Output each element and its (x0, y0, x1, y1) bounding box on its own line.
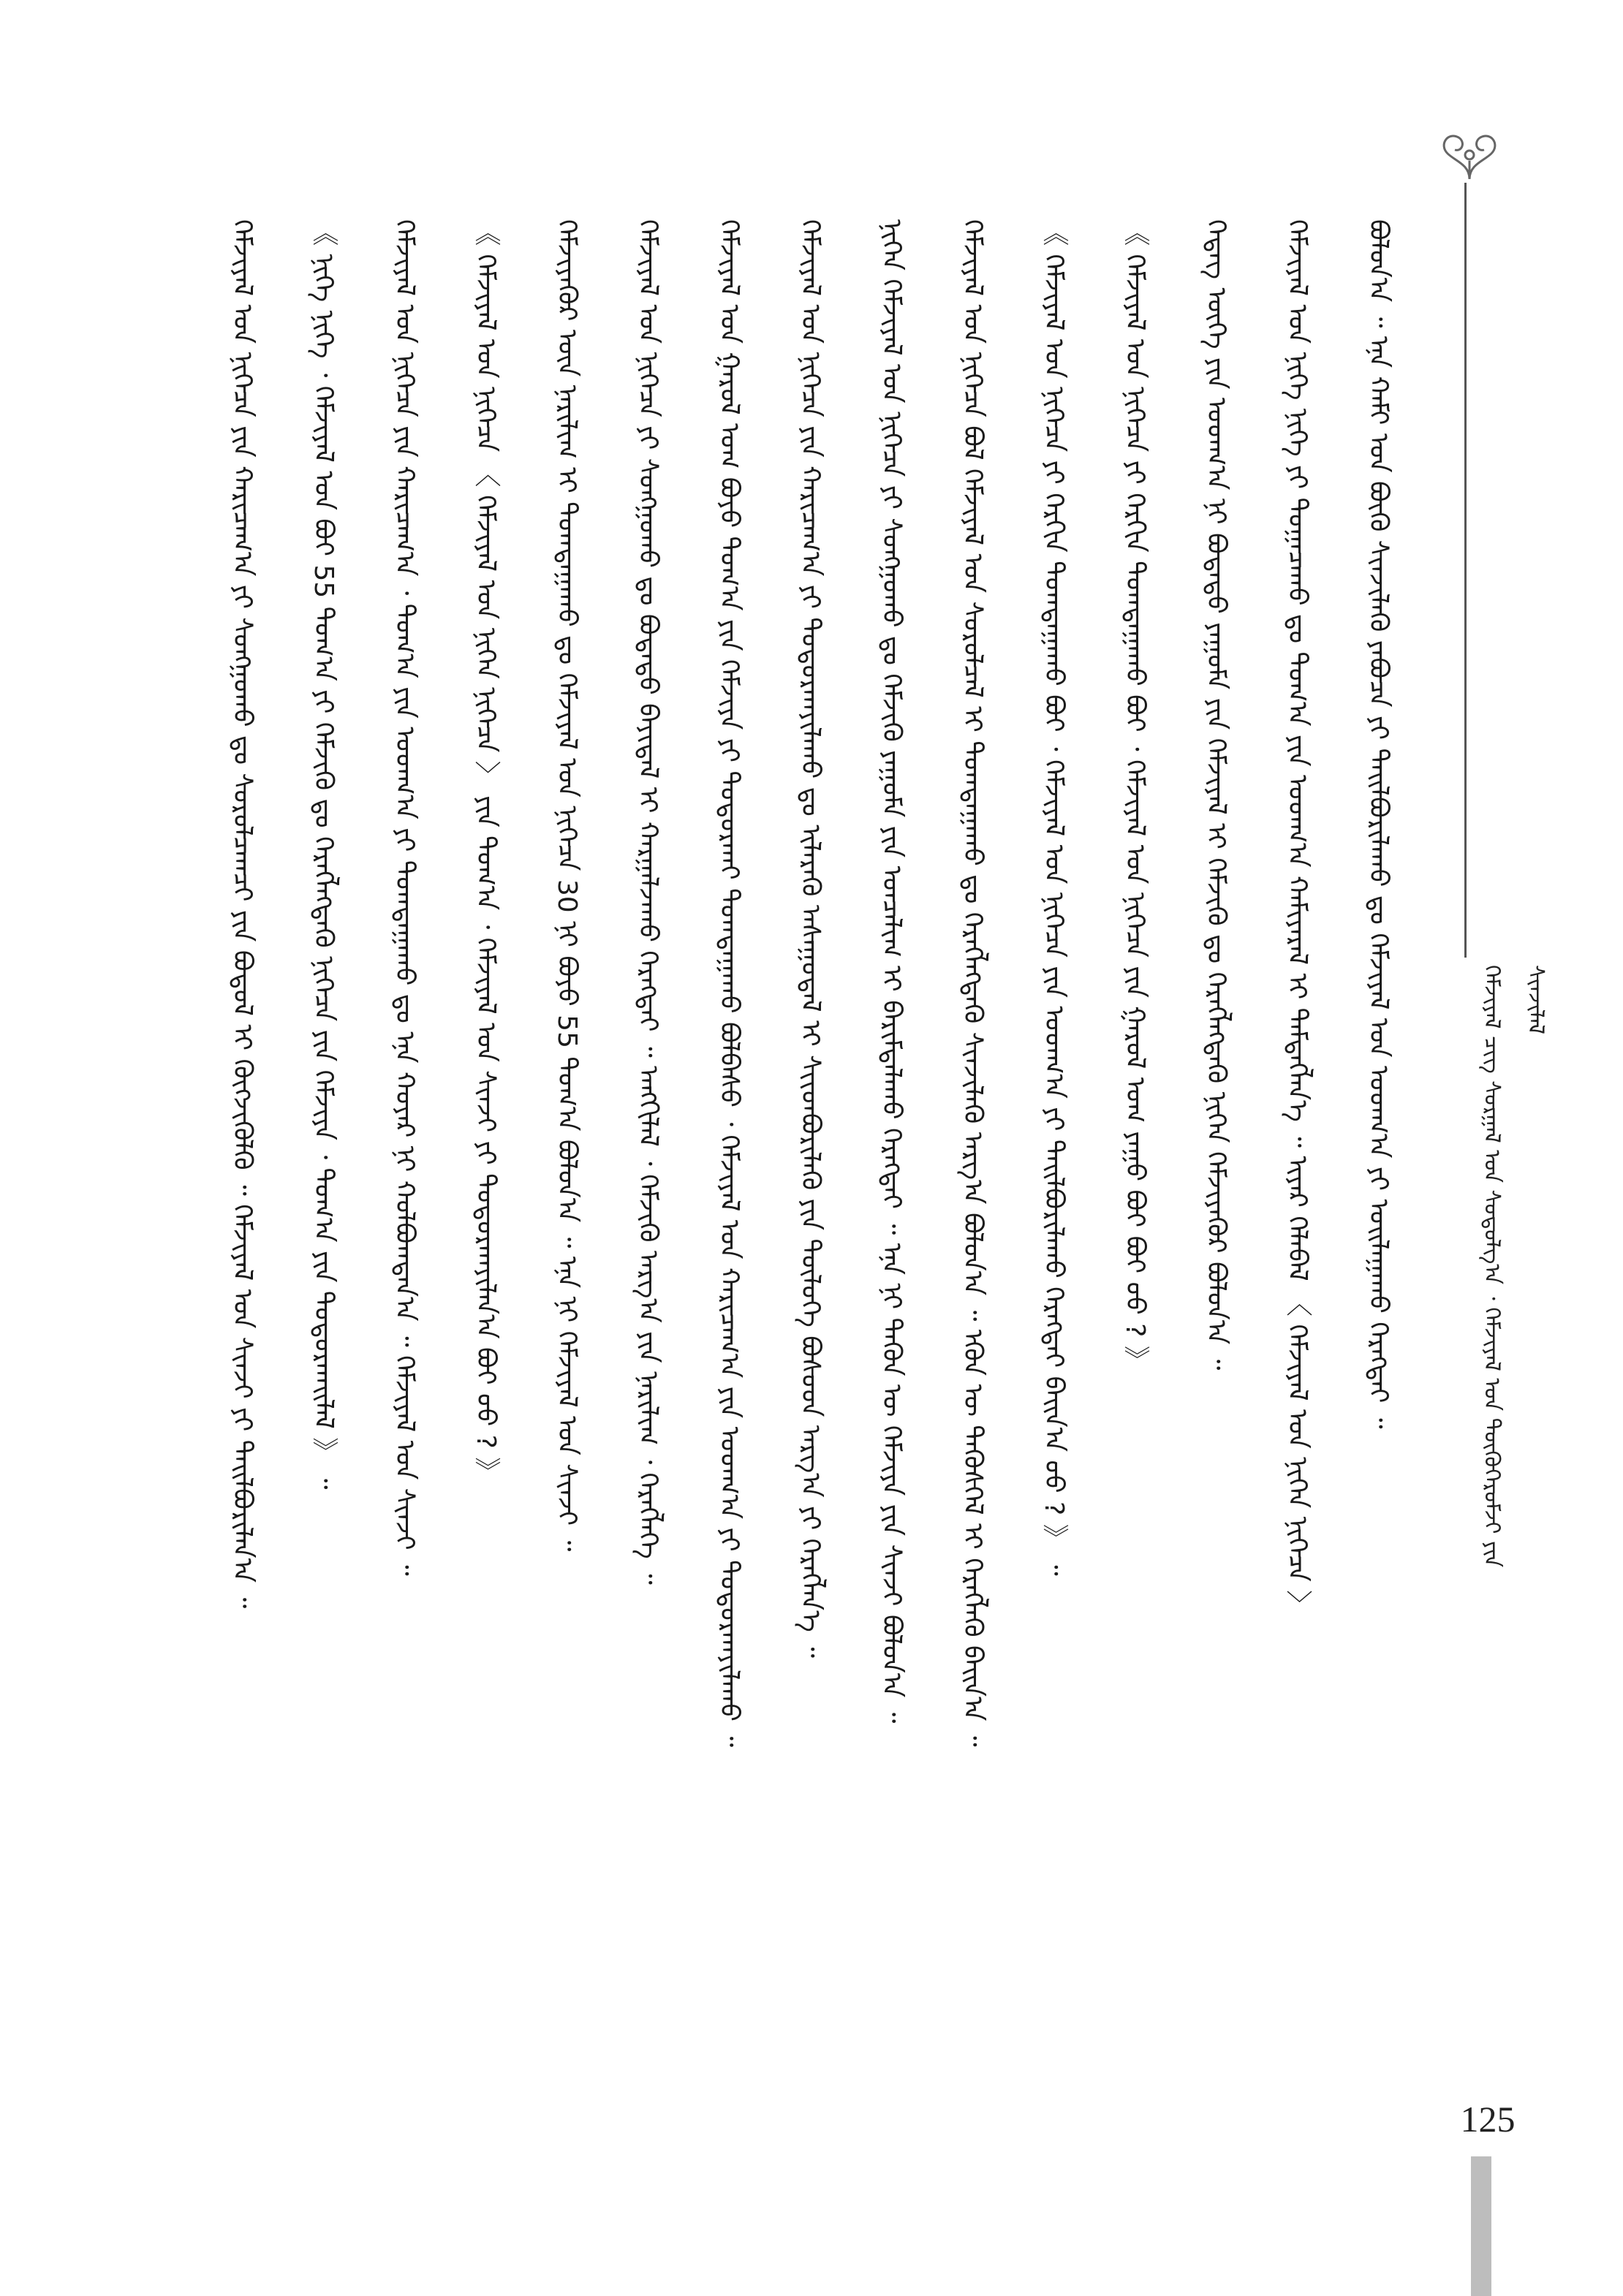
header-ornament-icon (1426, 124, 1513, 183)
text-column: ᠬᠡᠮᠵᠢᠶᠡᠯ ᠤᠨ ᠭᠠᠷᠤᠯ ᠤᠭ ᠪᠤᠶᠤ ᠲᠣᠭ᠎ᠠ ᠶᠢᠨ ᠬᠡᠮᠵᠢᠶᠡ ᠶᠢ ᠲᠣᠳᠣᠷᠬᠠᠢ ᠲᠣᠭᠲᠠᠭᠠᠬᠤ ᠪᠣᠯᠪᠠᠰᠤ ᠂ ᠬᠡᠮᠵᠢᠶᠡᠯ ᠤᠨ ᠬᠠᠷᠢᠴᠠᠭ᠎ᠠ ᠶᠢᠨ ᠤᠳᠬ᠎ᠠ ᠶᠢ ᠲᠣᠳᠣᠷᠬᠠᠶᠢᠯᠠᠬᠤ ᠃ (714, 219, 744, 1748)
text-column: 《 ᠬᠡᠮᠵᠢᠶᠡᠯ ᠤᠨ ᠨᠢᠭᠡᠴᠡ ᠶᠢ ᠬᠡᠷᠬᠢᠨ ᠲᠣᠭᠲᠠᠭᠠᠬᠤ ᠪᠤᠢ ᠂ ᠬᠡᠮᠵᠢᠶᠡᠯ ᠤᠨ ᠨᠢᠭᠡᠴᠡ ᠶᠢᠨ ᠤᠳᠬ᠎ᠠ ᠶᠢ ᠲᠠᠢᠯᠪᠤᠷᠢᠯᠠᠬᠤ ᠬᠡᠷᠡᠭᠲᠡᠢ ᠪᠠᠢᠨ᠎ᠠ ᠤᠤ ? 》 ᠃ (1039, 219, 1069, 1576)
text-column: ᠬᠡᠮᠵᠢᠶᠡᠯ ᠤᠨ ᠨᠢᠭᠡᠴᠡ ᠶᠢᠨ ᠬᠠᠷᠢᠴᠠᠭ᠎ᠠ ᠂ ᠲᠣᠭ᠎ᠠ ᠶᠢᠨ ᠤᠳᠬ᠎ᠠ ᠶᠢ ᠲᠣᠭᠲᠠᠭᠠᠬᠤ ᠳᠤ ᠡᠨᠡ ᠬᠣᠶᠠᠷ ᠨᠢ ᠬᠣᠯᠪᠣᠭᠳᠠᠨ᠎ᠠ ᠃ ᠬᠡᠮᠵᠢᠶᠡᠯ ᠤᠨ ᠰᠢᠨᠵᠢ ᠃ (390, 219, 420, 1576)
text-column: ᠪᠣᠯᠤᠨ᠎ᠠ ᠃ ᠡᠨᠡ ᠬᠠᠮᠢ ᠤᠨ ᠪᠦᠬᠦ ᠰᠢᠨᠵᠢᠯᠡᠬᠦ ᠶᠠᠪᠤᠴᠠ ᠶᠢ ᠲᠠᠢᠯᠪᠤᠷᠢᠯᠠᠬᠤ ᠳᠤ ᠬᠡᠮᠵᠢᠶᠡᠯ ᠤᠨ ᠤᠳᠬ᠎ᠠ ᠶᠢ ᠣᠢᠯᠠᠭᠠᠬᠤ ᠬᠡᠷᠡᠭᠲᠡᠢ ᠃ (1363, 219, 1393, 1429)
text-column: 《 ᠨᠢᠭᠡ ᠨᠢᠭᠡ ᠂ ᠬᠡᠮᠵᠢᠶᠡᠯ ᠤᠨ ᠪᠤᠢ 55 ᠲᠣᠭ᠎ᠠ ᠶᠢ ᠬᠡᠮᠵᠢᠬᠦ ᠳᠤ ᠬᠡᠷᠡᠭᠯᠡᠭᠳᠡᠬᠦ ᠨᠢᠭᠡᠴᠡ ᠶᠢᠨ ᠬᠡᠮᠵᠢᠶᠡ ᠂ ᠲᠣᠭ᠎ᠠ ᠶᠢᠨ ᠲᠣᠳᠣᠷᠬᠠᠢᠯᠠᠯ 》 ᠃ (309, 219, 338, 1490)
page-number: 125 (1460, 2099, 1516, 2140)
text-column: ᠬᠡᠮᠵᠢᠶᠡᠯ ᠤᠨ ᠨᠢᠭᠡᠴᠡ ᠶᠢ ᠰᠣᠩᠭᠣᠬᠤ ᠳᠤ ᠪᠣᠳᠠᠲᠤ ᠪᠠᠶᠢᠳᠠᠯ ᠢ ᠬᠠᠷᠭᠠᠯᠵᠠᠬᠤ ᠬᠡᠷᠡᠭᠲᠡᠢ ᠃ ᠠᠩᠭᠢᠯᠠᠯ ᠂ ᠬᠡᠮᠵᠢᠬᠦ ᠠᠷᠭ᠎ᠠ ᠶᠢᠨ ᠨᠠᠷᠢᠯᠢᠭ ᠂ ᠬᠡᠷᠡᠭᠯᠡᠭᠡ ᠃ (633, 219, 663, 1585)
text-column: ᠬᠡᠮᠵᠢᠶᠡᠯ ᠤᠨ ᠨᠢᠭᠡᠴᠡ ᠶᠢᠨ ᠬᠠᠷᠢᠴᠠᠭ᠎ᠠ ᠶᠢ ᠰᠣᠩᠭᠣᠬᠤ ᠳᠤ ᠰᠤᠷᠤᠯᠴᠠᠭᠴᠢ ᠶᠢᠨ ᠪᠣᠳᠣᠯ ᠢ ᠬᠥᠭᠵᠢᠭᠦᠯᠬᠦ ᠃ ᠬᠡᠮᠵᠢᠶᠡᠯ ᠤᠨ ᠰᠢᠨᠵᠢ ᠶᠢ ᠲᠠᠢᠯᠪᠤᠷᠢᠯᠠᠨ᠎ᠠ ᠃ (227, 219, 257, 1609)
text-column: ᠭᠡᠳᠡᠭ ᠦᠭᠡ ᠶᠢᠨ ᠤᠳᠬ᠎ᠠ ᠨᠢ ᠪᠣᠳᠠᠲᠤ ᠶᠠᠭᠤᠮᠠ ᠶᠢᠨ ᠬᠡᠮᠵᠢᠶᠡᠯ ᠢ ᠬᠡᠮᠵᠢᠬᠦ ᠳᠤ ᠬᠡᠷᠡᠭᠯᠡᠭᠳᠡᠬᠦ ᠨᠢᠭᠡᠨ ᠬᠡᠮᠵᠢᠶᠡᠭᠦᠷ ᠪᠣᠯᠤᠨ᠎ᠠ ᠃ (1201, 219, 1231, 1371)
text-column: ᠬᠡᠮᠵᠢᠶᠡᠭᠦᠷ ᠦᠨ ᠨᠠᠷᠢᠯᠢᠭ ᠢ ᠲᠣᠭᠲᠠᠭᠠᠬᠤ ᠳᠤ ᠬᠡᠮᠵᠢᠶᠡᠯ ᠤᠨ ᠨᠢᠭᠡᠴᠡ 30 ᠨᠢ ᠪᠤᠶᠤ 55 ᠲᠣᠭ᠎ᠠ ᠪᠣᠯᠤᠨ᠎ᠠ ᠃ ᠡᠨᠡ ᠨᠢ ᠬᠡᠮᠵᠢᠶᠡᠯ ᠤᠨ ᠰᠢᠨᠵᠢ ᠃ (552, 219, 582, 1552)
page-edge-tab (1471, 2156, 1491, 2296)
running-header-title: ᠬᠡᠮᠵᠢᠶᠡᠯ ᠴᠢᠭ ᠰᠤᠷᠭᠠᠯ ᠤᠨ ᠰᠤᠳᠤᠯᠭ᠎ᠠ ᠂ ᠬᠡᠮᠵᠢᠶᠡᠯ ᠤᠨ ᠲᠥᠬᠥᠭᠡᠷᠦᠮᠵᠢ ᠶᠢᠨ ᠰᠢᠨᠵᠢᠯᠡᠯ (1479, 965, 1548, 1568)
text-column: ᠬᠡᠮᠵᠢᠶᠡᠯ ᠤᠨ ᠨᠢᠭᠡ ᠨᠢᠭᠡ ᠶᠢ ᠲᠣᠭᠠᠴᠠᠬᠤ ᠳᠤ ᠲᠣᠭ᠎ᠠ ᠶᠢᠨ ᠤᠳᠬ᠎ᠠ ᠬᠠᠮᠢᠶᠠᠷᠠᠯ ᠢ ᠲᠡᠮᠳᠡᠭᠯᠡᠨ᠎ᠡ ᠃ ᠢᠶᠡᠷ ᠬᠡᠯᠡᠪᠡᠯ 〈 ᠬᠡᠮᠵᠢᠶᠡᠯ ᠤᠨ ᠨᠢᠭᠡᠨ ᠨᠢᠭᠡᠴᠡ 〉 (1282, 219, 1312, 1617)
text-column: ᠬᠡᠮᠵᠢᠶᠡᠯ ᠤᠨ ᠨᠢᠭᠡᠴᠡ ᠶᠢᠨ ᠬᠠᠷᠢᠴᠠᠭ᠎ᠠ ᠶᠢ ᠲᠣᠳᠣᠷᠬᠠᠶᠢᠯᠠᠬᠤ ᠳᠤ ᠢᠯᠡᠷᠡᠬᠦ ᠠᠰᠠᠭᠤᠳᠠᠯ ᠢ ᠰᠢᠢᠳᠪᠦᠷᠢᠯᠡᠬᠦ ᠶᠢᠨ ᠲᠥᠯᠥᠭᠡ ᠪᠤᠰᠤᠳ ᠠᠷᠭ᠎ᠠ ᠶᠢ ᠬᠡᠷᠡᠭᠯᠡᠨ᠎ᠡ ᠃ (795, 219, 825, 1658)
text-column: 《 ᠬᠡᠮᠵᠢᠶᠡᠯ ᠤᠨ ᠨᠢᠭᠡᠴᠡ ᠶᠢ ᠬᠡᠷᠬᠢᠨ ᠲᠣᠭᠲᠠᠭᠠᠬᠤ ᠪᠤᠢ ᠂ ᠬᠡᠮᠵᠢᠶᠡᠯ ᠤᠨ ᠨᠢᠭᠡᠴᠡ ᠶᠢᠨ ᠭᠠᠷᠤᠯ ᠤᠭ ᠶᠠᠭᠤ ᠪᠤᠢ ᠪᠤᠢ ᠤᠤ ? 》 (1120, 219, 1150, 1372)
text-column: ᠬᠡᠮᠵᠢᠶᠡᠯ ᠤᠨ ᠨᠢᠭᠡᠴᠡ ᠪᠣᠯ ᠬᠡᠮᠵᠢᠶᠡᠯ ᠤᠨ ᠰᠤᠷᠤᠯᠴᠠᠯ ᠢ ᠲᠣᠭᠲᠠᠭᠠᠬᠤ ᠳᠤ ᠬᠡᠷᠡᠭᠯᠡᠭᠳᠡᠬᠦ ᠰᠢᠨᠵᠢᠯᠡᠬᠦ ᠠᠷᠭ᠎ᠠ ᠪᠣᠯᠤᠨ᠎ᠠ ᠃ ᠡᠭᠦᠨ ᠦ ᠲᠡᠭᠦᠰᠬᠡᠯ ᠢ ᠬᠡᠷᠡᠭᠯᠡᠬᠦ ᠪᠠᠢᠨ᠎ᠠ ᠃ (958, 219, 988, 1747)
body-text (186, 219, 1407, 2091)
header-rule (1464, 183, 1467, 958)
text-column: ᠨᠢᠭᠡᠨ ᠬᠡᠮᠵᠢᠶᠡᠯ ᠤᠨ ᠨᠢᠭᠡᠴᠡ ᠶᠢ ᠰᠣᠩᠭᠣᠬᠤ ᠳᠤ ᠬᠡᠮᠵᠢᠬᠦ ᠶᠠᠭᠤᠮᠠ ᠶᠢᠨ ᠤᠨᠴᠠᠯᠢᠭ ᠢ ᠪᠠᠷᠢᠮᠲᠠᠯᠠᠬᠤ ᠬᠡᠷᠡᠭᠲᠡᠢ ᠃ ᠡᠨᠡ ᠨᠢ ᠲᠡᠭᠦᠨ ᠦ ᠬᠡᠮᠵᠢᠶᠡ ᠶᠢᠨ ᠰᠢᠨᠵᠢ ᠪᠣᠯᠤᠨ᠎ᠠ ᠃ (877, 219, 907, 1724)
text-column: 《 ᠬᠡᠮᠵᠢᠶᠡᠯ ᠤᠨ ᠨᠢᠭᠡᠴᠡ 〈 ᠬᠡᠮᠵᠢᠶᠡᠯ ᠤᠨ ᠨᠢᠭᠡᠨ ᠨᠢᠭᠡᠴᠡ 〉 ᠶᠢᠨ ᠲᠣᠭ᠎ᠠ ᠂ ᠬᠡᠮᠵᠢᠶᠡᠯ ᠤᠨ ᠰᠢᠨᠵᠢ ᠶᠢ ᠲᠣᠳᠣᠷᠬᠠᠶᠢᠯᠠᠨ᠎ᠠ ᠪᠤᠢ ᠤᠤ ? 》 (471, 219, 501, 1484)
